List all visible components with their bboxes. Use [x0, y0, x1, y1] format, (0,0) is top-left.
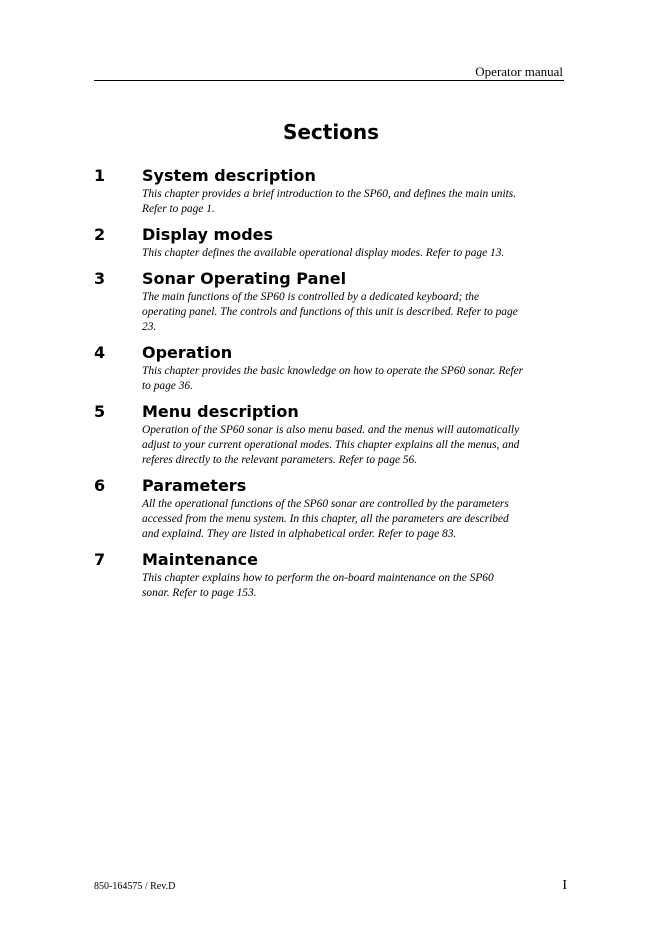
section-number: 7: [94, 550, 106, 569]
document-number: 850-164575 / Rev.D: [94, 881, 176, 892]
section-description: This chapter explains how to perform the on-board maintenance on the SP60 sonar. Refer to page 153.: [142, 572, 494, 599]
section-description: Operation of the SP60 sonar is also menu based. and the menus will automatically adjust to your current operational modes. This chapter explains all the menus, and referes directly to the relevant parameters. Refer to page 56.: [142, 424, 520, 466]
section-title-display-modes: Display modes: [142, 225, 274, 244]
section-item: [94, 225, 524, 261]
section-number: 6: [94, 476, 106, 495]
section-item: [94, 476, 524, 542]
section-title-operation: Operation: [142, 343, 233, 362]
section-item: [94, 166, 524, 217]
page-number: I: [562, 878, 567, 893]
page-title: Sections: [282, 120, 380, 144]
section-description: This chapter provides a brief introduction to the SP60, and defines the main units. Refer to page 1.: [142, 188, 517, 215]
header-rule: [94, 80, 564, 81]
section-item: [94, 343, 524, 394]
section-item: [94, 269, 524, 335]
section-title-system-description: System description: [142, 166, 316, 185]
sections-list: [94, 166, 524, 609]
section-number: 1: [94, 166, 106, 185]
section-description: All the operational functions of the SP60 sonar are controlled by the parameters accessed from the menu system. In this chapter, all the parameters are described and explaind. They are listed in alphabetical order. Refer to page 83.: [142, 498, 509, 540]
section-title-sonar-operating-panel: Sonar Operating Panel: [142, 269, 347, 288]
section-description: The main functions of the SP60 is controlled by a dedicated keyboard; the operating panel. The controls and functions of this unit is described. Refer to page 23.: [142, 291, 518, 333]
section-number: 2: [94, 225, 106, 244]
section-description: This chapter provides the basic knowledge on how to operate the SP60 sonar. Refer to page 36.: [142, 365, 524, 392]
section-item: [94, 550, 524, 601]
running-header: Operator manual: [475, 64, 563, 79]
section-title-parameters: Parameters: [142, 476, 247, 495]
section-title-menu-description: Menu description: [142, 402, 299, 421]
section-number: 4: [94, 343, 106, 362]
section-number: 3: [94, 269, 106, 288]
section-description: This chapter defines the available operational display modes. Refer to page 13.: [142, 247, 505, 259]
section-number: 5: [94, 402, 106, 421]
section-title-maintenance: Maintenance: [142, 550, 259, 569]
section-item: [94, 402, 524, 468]
